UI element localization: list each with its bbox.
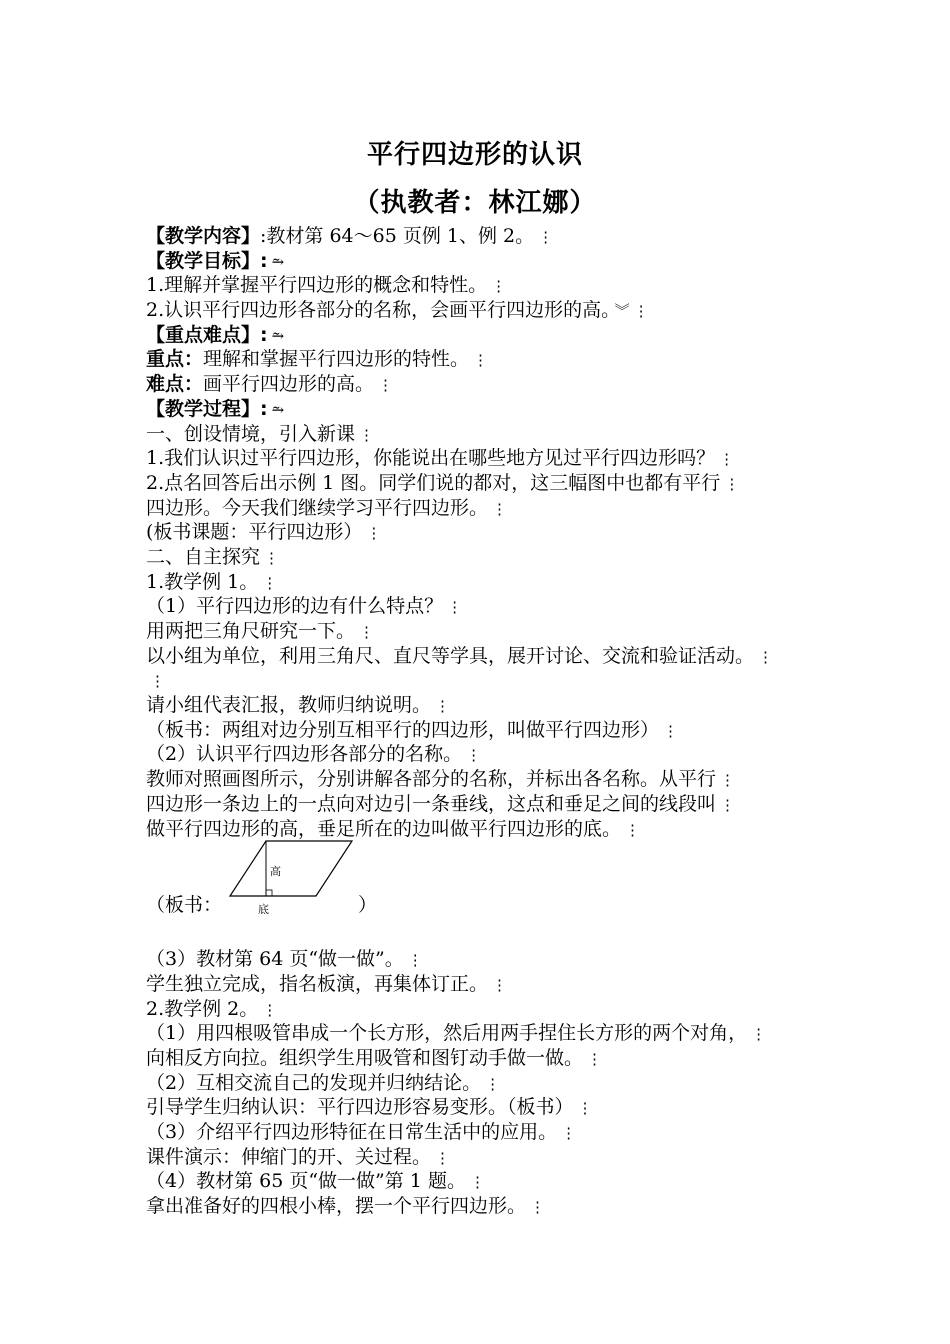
- paragraph-mark-icon: ⋮: [407, 951, 423, 970]
- paragraph-mark-icon: ⋮: [577, 1099, 593, 1118]
- text-line: 用两把三角尺研究一下。 ⋮: [146, 620, 375, 642]
- paragraph-mark-icon: ⋮: [538, 228, 554, 246]
- base-label: 底: [258, 903, 269, 917]
- board-figure-line: [146, 841, 836, 939]
- difficulty-label: 难点：: [146, 373, 204, 396]
- paragraph-mark-icon: ⋮: [264, 548, 280, 567]
- paragraph-mark-icon: ⋮: [435, 1148, 451, 1167]
- figure-suffix: ）: [358, 894, 378, 917]
- paragraph-mark-icon: ⋮: [491, 277, 507, 296]
- teaching-goals-heading-line: 【教学目标】: ⥲: [146, 249, 285, 272]
- difficulty-line: [146, 372, 836, 397]
- process-lines-part-a: [146, 422, 836, 842]
- teaching-content-line: [146, 224, 836, 249]
- paragraph-mark-icon: ⋮: [366, 524, 382, 543]
- paragraph-mark-icon: ⋮: [447, 598, 463, 617]
- key-point-line: [146, 347, 836, 372]
- paragraph-mark-icon: ⋮: [720, 771, 736, 790]
- scroll-mark-icon: ⥲: [271, 252, 285, 271]
- text-line: （2）互相交流自己的发现并归纳结论。 ⋮: [146, 1071, 501, 1094]
- goal-item: 1.理解并掌握平行四边形的概念和特性。 ⋮: [146, 274, 507, 297]
- scroll-mark-icon: ⥲: [271, 400, 285, 419]
- text-line: 二、自主探究 ⋮: [146, 545, 280, 568]
- section-heading-goals: 【教学目标】: [146, 249, 261, 272]
- paragraph-mark-icon: ⋮: [751, 1025, 767, 1044]
- paragraph-mark-icon: ⋮: [720, 795, 736, 814]
- text-line: 一、创设情境，引入新课 ⋮: [146, 422, 375, 445]
- text-line: 1.教学例 1。 ⋮: [146, 570, 278, 593]
- chevron-mark-icon: ︾: [614, 302, 630, 321]
- paragraph-mark-icon: ⋮: [530, 1198, 546, 1217]
- text-line: 以小组为单位，利用三角尺、直尺等学具，展开讨论、交流和验证活动。 ⋮: [146, 644, 774, 667]
- document-body: [146, 224, 836, 1219]
- text-line: 学生独立完成，指名板演，再集体订正。 ⋮: [146, 972, 508, 995]
- scroll-mark-icon: ⥲: [271, 326, 285, 345]
- section-heading-key: 【重点难点】: [146, 323, 261, 346]
- text-line: （3）介绍平行四边形特征在日常生活中的应用。 ⋮: [146, 1121, 577, 1143]
- text-line: 引导学生归纳认识：平行四边形容易变形。（板书） ⋮: [146, 1096, 593, 1119]
- text-line: 2.点名回答后出示例 1 图。同学们说的都对，这三幅图中也都有平行 ⋮: [146, 471, 740, 494]
- parallelogram-figure: [228, 839, 356, 925]
- text-line: （板书：两组对边分别互相平行的四边形，叫做平行四边形） ⋮: [146, 718, 679, 741]
- paragraph-mark-icon: ⋮: [262, 1000, 278, 1019]
- process-heading-line: 【教学过程】: ⥲: [146, 397, 285, 420]
- text-line: 四边形。今天我们继续学习平行四边形。 ⋮: [146, 496, 508, 519]
- paragraph-mark-icon: ⋮: [758, 647, 774, 666]
- document-title: 平行四边形的认识: [366, 140, 583, 170]
- document-subtitle: （执教者：林江娜）: [353, 188, 597, 218]
- text-line: 四边形一条边上的一点向对边引一条垂线，这点和垂足之间的线段叫 ⋮: [146, 792, 736, 815]
- text-line: 课件演示：伸缩门的开、关过程。 ⋮: [146, 1145, 451, 1168]
- text-line: （2）认识平行四边形各部分的名称。 ⋮: [146, 743, 482, 766]
- right-angle-marker: [266, 890, 272, 896]
- paragraph-mark-icon: ⋮: [561, 1124, 577, 1142]
- paragraph-mark-icon: ⋮: [719, 450, 735, 469]
- text-line: 2.教学例 2。 ⋮: [146, 997, 278, 1020]
- paragraph-mark-icon: ⋮: [485, 1074, 501, 1093]
- text-line: 向相反方向拉。组织学生用吸管和图钉动手做一做。 ⋮: [146, 1046, 603, 1069]
- paragraph-mark-icon: ⋮: [492, 975, 508, 994]
- paragraph-mark-icon: ⋮: [150, 672, 165, 691]
- paragraph-mark-icon: ⋮: [359, 425, 375, 444]
- paragraph-mark-icon: ⋮: [435, 697, 451, 716]
- paragraph-mark-icon: ⋮: [469, 1173, 485, 1192]
- text-line: （3）教材第 64 页“做一做”。 ⋮: [146, 948, 423, 971]
- paragraph-mark-icon: ⋮: [663, 721, 679, 740]
- paragraph-mark-icon: ⋮: [466, 746, 482, 765]
- text-line: (板书课题：平行四边形） ⋮: [146, 521, 382, 544]
- text-line: [146, 668, 836, 693]
- key-point-label: 重点：: [146, 348, 204, 371]
- paragraph-mark-icon: ⋮: [724, 474, 740, 493]
- paragraph-mark-icon: ⋮: [633, 302, 649, 321]
- text-line: 请小组代表汇报，教师归纳说明。 ⋮: [146, 694, 451, 717]
- text-line: （4）教材第 65 页“做一做”第 1 题。 ⋮: [146, 1170, 485, 1193]
- text-line: 教师对照画图所示，分别讲解各部分的名称，并标出各名称。从平行 ⋮: [146, 768, 736, 791]
- height-label: 高: [270, 865, 281, 879]
- paragraph-mark-icon: ⋮: [492, 499, 508, 518]
- paragraph-mark-icon: ⋮: [587, 1049, 603, 1068]
- paragraph-mark-icon: ⋮: [625, 820, 641, 839]
- process-lines-part-b: [146, 947, 836, 1219]
- goal-item: 2.认识平行四边形各部分的名称，会画平行四边形的高。 ︾ ⋮: [146, 299, 649, 322]
- difficulty-text: 画平行四边形的高。: [203, 373, 375, 396]
- figure-prefix: （板书：: [146, 894, 223, 917]
- text-line: （1）用四根吸管串成一个长方形，然后用两手捏住长方形的两个对角， ⋮: [146, 1022, 767, 1045]
- key-point-text: 理解和掌握平行四边形的特性。: [203, 348, 470, 371]
- parallelogram-shape: [230, 841, 352, 896]
- text-line: 做平行四边形的高，垂足所在的边叫做平行四边形的底。 ⋮: [146, 817, 641, 840]
- paragraph-mark-icon: ⋮: [378, 376, 394, 395]
- text-line: 1.我们认识过平行四边形，你能说出在哪些地方见过平行四边形吗？ ⋮: [146, 447, 735, 470]
- paragraph-mark-icon: ⋮: [359, 623, 375, 641]
- section-heading-process: 【教学过程】: [146, 397, 261, 420]
- text-line: 拿出准备好的四根小棒，摆一个平行四边形。 ⋮: [146, 1195, 546, 1218]
- text-line: （1）平行四边形的边有什么特点？ ⋮: [146, 595, 463, 618]
- key-points-heading-line: 【重点难点】: ⥲: [146, 323, 285, 346]
- paragraph-mark-icon: ⋮: [262, 573, 278, 592]
- section-heading-content: 【教学内容】: [146, 225, 261, 247]
- teaching-content-text: :教材第 64～65 页例 1、例 2。: [260, 225, 535, 247]
- paragraph-mark-icon: ⋮: [473, 351, 489, 370]
